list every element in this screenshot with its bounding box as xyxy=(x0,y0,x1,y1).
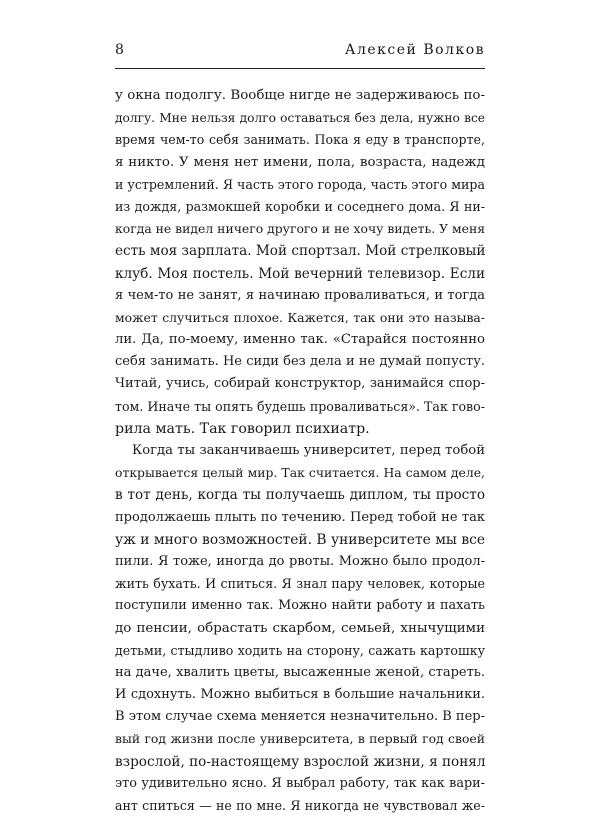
text-line: жить бухать. И спиться. Я знал пару человек, которые xyxy=(115,576,485,592)
text-line: рила мать. Так говорил психиатр. xyxy=(115,420,370,437)
text-line: на даче, хвалить цветы, высаженные женой, стареть. xyxy=(115,664,485,680)
text-line: Когда ты заканчиваешь университет, перед тобой xyxy=(132,443,485,458)
paragraph-1 xyxy=(115,85,485,440)
text-line: детьми, стыдливо ходить на сторону, сажать картошку xyxy=(115,642,485,658)
book-page xyxy=(115,42,485,817)
paragraph-2 xyxy=(115,440,485,817)
text-line: в тот день, когда ты получаешь диплом, ты просто xyxy=(115,487,485,504)
page-header xyxy=(115,42,485,66)
text-line: ли. Да, по-моему, именно так. «Старайся постоянно xyxy=(115,332,485,348)
text-line: уж и много возможностей. В университете мы все xyxy=(115,531,485,548)
text-line: И сдохнуть. Можно выбиться в большие начальники. xyxy=(115,687,485,703)
text-line: ант спиться — не по мне. Я никогда не чувствовал же- xyxy=(115,798,485,813)
text-line: взрослой, по-настоящему взрослой жизни, я понял xyxy=(115,753,486,770)
text-line: до пенсии, обрастать скарбом, семьей, хнычущими xyxy=(115,620,485,636)
text-line: я никто. У меня нет имени, пола, возраста, надежд xyxy=(115,154,485,170)
text-line: когда не видел ничего другого и не хочу видеть. У меня xyxy=(115,221,486,237)
text-line: время чем-то себя занимать. Пока я еду в транспорте, xyxy=(115,132,485,148)
text-line: может случиться плохое. Кажется, так они это называ- xyxy=(115,309,485,325)
text-line: В этом случае схема меняется незначительно. В пер- xyxy=(115,709,485,725)
text-line: Читай, учись, собирай конструктор, занимайся спор- xyxy=(115,376,485,392)
text-line: есть моя зарплата. Мой спортзал. Мой стрелковый xyxy=(115,243,486,260)
page-number: 8 xyxy=(115,42,125,58)
text-line: долгу. Мне нельзя долго оставаться без дела, нужно все xyxy=(115,111,485,126)
text-line: поступили именно так. Можно найти работу и пахать xyxy=(115,598,485,614)
text-line: открывается целый мир. Так считается. На самом деле, xyxy=(115,465,485,481)
text-line: продолжаешь плыть по течению. Перед тобой не так xyxy=(115,509,485,525)
text-line: вый год жизни после университета, в первый год своей xyxy=(115,731,485,747)
text-line: у окна подолгу. Вообще нигде не задерживаюсь по- xyxy=(115,88,485,103)
text-line: я чем-то не занят, я начинаю проваливаться, и тогда xyxy=(115,287,485,303)
body-text xyxy=(115,85,485,817)
running-head-author: Алексей Волков xyxy=(344,42,485,58)
text-line: из дождя, размокшей коробки и соседнего дома. Я ни- xyxy=(115,198,485,214)
text-line: клуб. Моя постель. Мой вечерний телевизор. Если xyxy=(115,265,485,282)
text-line: это удивительно ясно. Я выбрал работу, так как вари- xyxy=(115,775,485,791)
text-line: том. Иначе ты опять будешь проваливаться». Так гово- xyxy=(115,398,485,414)
text-line: пили. Я тоже, иногда до рвоты. Можно было продол- xyxy=(115,553,485,569)
text-line: себя занимать. Не сиди без дела и не думай попусту. xyxy=(115,354,485,370)
header-rule xyxy=(115,68,485,69)
text-line: и устремлений. Я часть этого города, часть этого мира xyxy=(115,176,485,192)
